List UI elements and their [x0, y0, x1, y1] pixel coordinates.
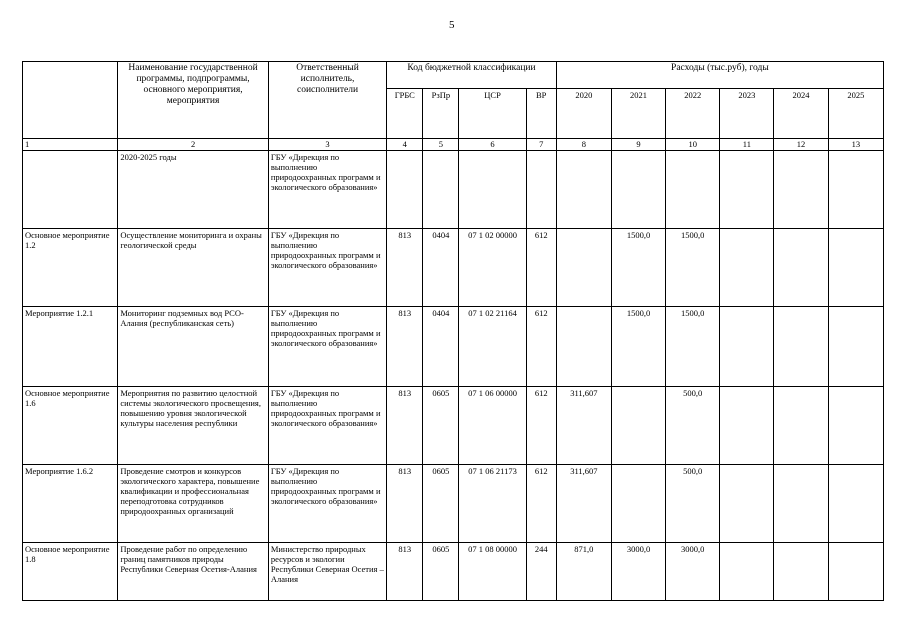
row-value-2021: 3000,0	[611, 543, 665, 601]
row-responsible: ГБУ «Дирекция по выполнению природоохранных программ и экологического образования»	[268, 229, 386, 307]
header-code-grbs: ГРБС	[387, 89, 423, 139]
col-number: 13	[828, 139, 883, 151]
row-title: Мероприятия по развитию целостной системы экологического просвещения, повышению уровня экологической культуры населения республики	[118, 387, 269, 465]
row-label: Основное мероприятие 1.6	[23, 387, 118, 465]
row-value-2021	[611, 387, 665, 465]
row-value-2025	[828, 307, 883, 387]
header-row-1	[23, 62, 884, 89]
row-csr: 07 1 02 21164	[459, 307, 526, 387]
row-rzpr: 0404	[423, 307, 459, 387]
row-vr: 612	[526, 465, 556, 543]
row-value-2022: 500,0	[666, 465, 720, 543]
header-code-csr: ЦСР	[459, 89, 526, 139]
row-value-2025	[828, 465, 883, 543]
row-title: Мониторинг подземных вод РСО-Алания (республиканская сеть)	[118, 307, 269, 387]
row-label: Мероприятие 1.6.2	[23, 465, 118, 543]
row-value-2020	[556, 229, 611, 307]
header-code-vr: ВР	[526, 89, 556, 139]
row-rzpr	[423, 151, 459, 229]
header-year-2021: 2021	[611, 89, 665, 139]
row-rzpr: 0605	[423, 543, 459, 601]
table-row	[23, 465, 884, 543]
header-code-rzpr: РзПр	[423, 89, 459, 139]
row-value-2021	[611, 151, 665, 229]
row-value-2022: 500,0	[666, 387, 720, 465]
row-value-2024	[774, 387, 828, 465]
row-value-2024	[774, 229, 828, 307]
row-value-2023	[720, 307, 774, 387]
row-label: Основное мероприятие 1.8	[23, 543, 118, 601]
row-rzpr: 0404	[423, 229, 459, 307]
row-value-2020	[556, 151, 611, 229]
row-value-2023	[720, 229, 774, 307]
row-value-2020: 871,0	[556, 543, 611, 601]
row-rzpr: 0605	[423, 387, 459, 465]
header-budget-code: Код бюджетной классификации	[387, 62, 557, 89]
row-responsible: ГБУ «Дирекция по выполнению природоохранных программ и экологического образования»	[268, 387, 386, 465]
row-csr: 07 1 08 00000	[459, 543, 526, 601]
row-csr: 07 1 02 00000	[459, 229, 526, 307]
budget-table	[22, 61, 884, 601]
header-year-2020: 2020	[556, 89, 611, 139]
header-year-2023: 2023	[720, 89, 774, 139]
row-title: Проведение смотров и конкурсов экологического характера, повышение квалификации и профессиональная переподготовка сотрудников природоохранных организаций	[118, 465, 269, 543]
row-value-2025	[828, 151, 883, 229]
header-year-2024: 2024	[774, 89, 828, 139]
row-value-2024	[774, 543, 828, 601]
col-number: 7	[526, 139, 556, 151]
row-value-2022	[666, 151, 720, 229]
row-value-2022: 1500,0	[666, 307, 720, 387]
col-number: 9	[611, 139, 665, 151]
row-responsible: Министерство природных ресурсов и экологии Республики Северная Осетия – Алания	[268, 543, 386, 601]
header-year-2022: 2022	[666, 89, 720, 139]
row-title: Проведение работ по определению границ памятников природы Республики Северная Осетия-Алания	[118, 543, 269, 601]
row-value-2024	[774, 307, 828, 387]
row-vr: 612	[526, 307, 556, 387]
row-title: Осуществление мониторинга и охраны геологической среды	[118, 229, 269, 307]
row-rzpr: 0605	[423, 465, 459, 543]
row-vr: 612	[526, 229, 556, 307]
col-number: 12	[774, 139, 828, 151]
row-responsible: ГБУ «Дирекция по выполнению природоохранных программ и экологического образования»	[268, 465, 386, 543]
row-value-2023	[720, 465, 774, 543]
row-vr: 612	[526, 387, 556, 465]
table-row	[23, 543, 884, 601]
row-value-2024	[774, 465, 828, 543]
row-value-2024	[774, 151, 828, 229]
row-value-2021: 1500,0	[611, 229, 665, 307]
col-number: 10	[666, 139, 720, 151]
header-expenses: Расходы (тыс.руб), годы	[556, 62, 883, 89]
col-number: 4	[387, 139, 423, 151]
header-empty	[23, 62, 118, 139]
row-csr: 07 1 06 00000	[459, 387, 526, 465]
row-value-2022: 1500,0	[666, 229, 720, 307]
row-label	[23, 151, 118, 229]
row-grbs: 813	[387, 229, 423, 307]
table-row	[23, 229, 884, 307]
row-value-2023	[720, 151, 774, 229]
row-responsible: ГБУ «Дирекция по выполнению природоохранных программ и экологического образования»	[268, 151, 386, 229]
col-number: 8	[556, 139, 611, 151]
row-grbs: 813	[387, 543, 423, 601]
column-numbers-row	[23, 139, 884, 151]
row-value-2025	[828, 387, 883, 465]
row-csr	[459, 151, 526, 229]
col-number: 3	[268, 139, 386, 151]
row-label: Основное мероприятие 1.2	[23, 229, 118, 307]
row-value-2020: 311,607	[556, 465, 611, 543]
row-value-2023	[720, 543, 774, 601]
row-value-2021: 1500,0	[611, 307, 665, 387]
row-grbs	[387, 151, 423, 229]
col-number: 1	[23, 139, 118, 151]
table-row	[23, 307, 884, 387]
col-number: 11	[720, 139, 774, 151]
header-name: Наименование государственной программы, подпрограммы, основного мероприятия, мероприятия	[118, 62, 269, 139]
row-value-2020: 311,607	[556, 387, 611, 465]
row-grbs: 813	[387, 387, 423, 465]
table-row	[23, 151, 884, 229]
row-value-2025	[828, 229, 883, 307]
row-vr: 244	[526, 543, 556, 601]
header-year-2025: 2025	[828, 89, 883, 139]
header-responsible: Ответственный исполнитель, соисполнители	[268, 62, 386, 139]
row-value-2022: 3000,0	[666, 543, 720, 601]
row-grbs: 813	[387, 307, 423, 387]
col-number: 2	[118, 139, 269, 151]
row-value-2020	[556, 307, 611, 387]
row-value-2023	[720, 387, 774, 465]
col-number: 5	[423, 139, 459, 151]
row-value-2021	[611, 465, 665, 543]
page-number: 5	[449, 19, 455, 31]
row-title: 2020-2025 годы	[118, 151, 269, 229]
row-value-2025	[828, 543, 883, 601]
row-csr: 07 1 06 21173	[459, 465, 526, 543]
table-row	[23, 387, 884, 465]
col-number: 6	[459, 139, 526, 151]
row-vr	[526, 151, 556, 229]
row-responsible: ГБУ «Дирекция по выполнению природоохранных программ и экологического образования»	[268, 307, 386, 387]
row-grbs: 813	[387, 465, 423, 543]
row-label: Мероприятие 1.2.1	[23, 307, 118, 387]
